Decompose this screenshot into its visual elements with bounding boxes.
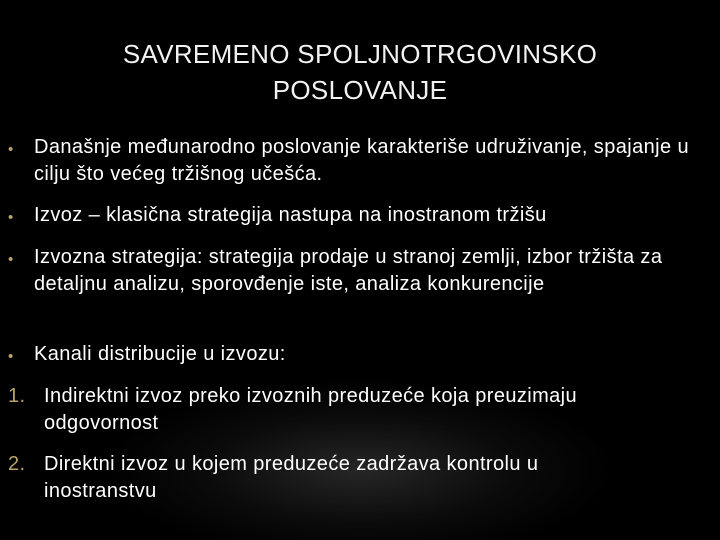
bullet-item <box>8 134 708 188</box>
numbered-marker: 1. <box>8 385 26 407</box>
bullet-marker: • <box>8 251 14 268</box>
numbered-text: Indirektni izvoz preko izvoznih preduzeće koja preuzimaju odgovornost <box>44 385 578 434</box>
numbered-marker: 2. <box>8 453 26 475</box>
bullet-item <box>8 202 708 229</box>
numbered-item <box>8 451 708 505</box>
bullet-text: Izvoz – klasična strategija nastupa na inostranom tržišu <box>34 204 547 226</box>
bullet-text: Kanali distribucije u izvozu: <box>34 343 286 365</box>
bullet-marker: • <box>8 209 14 226</box>
slide-title-line-2: POSLOVANJE <box>272 75 448 105</box>
bullet-item <box>8 244 708 298</box>
bullet-item <box>8 341 708 368</box>
bullet-text: Izvozna strategija: strategija prodaje u stranoj zemlji, izbor tržišta za detaljnu analizu, sporovđenje iste, analiza konkurencije <box>34 246 663 295</box>
bullet-marker: • <box>8 141 14 158</box>
numbered-text: Direktni izvoz u kojem preduzeće zadržava kontrolu u inostranstvu <box>44 453 539 502</box>
bullet-marker: • <box>8 348 14 365</box>
slide-title <box>40 36 680 108</box>
bullet-text: Današnje međunarodno poslovanje karakteriše udruživanje, spajanje u cilju što većeg tržišnog učešća. <box>34 136 689 185</box>
slide-title-line-1: SAVREMENO SPOLJNOTRGOVINSKO <box>122 39 598 69</box>
numbered-item <box>8 383 708 437</box>
